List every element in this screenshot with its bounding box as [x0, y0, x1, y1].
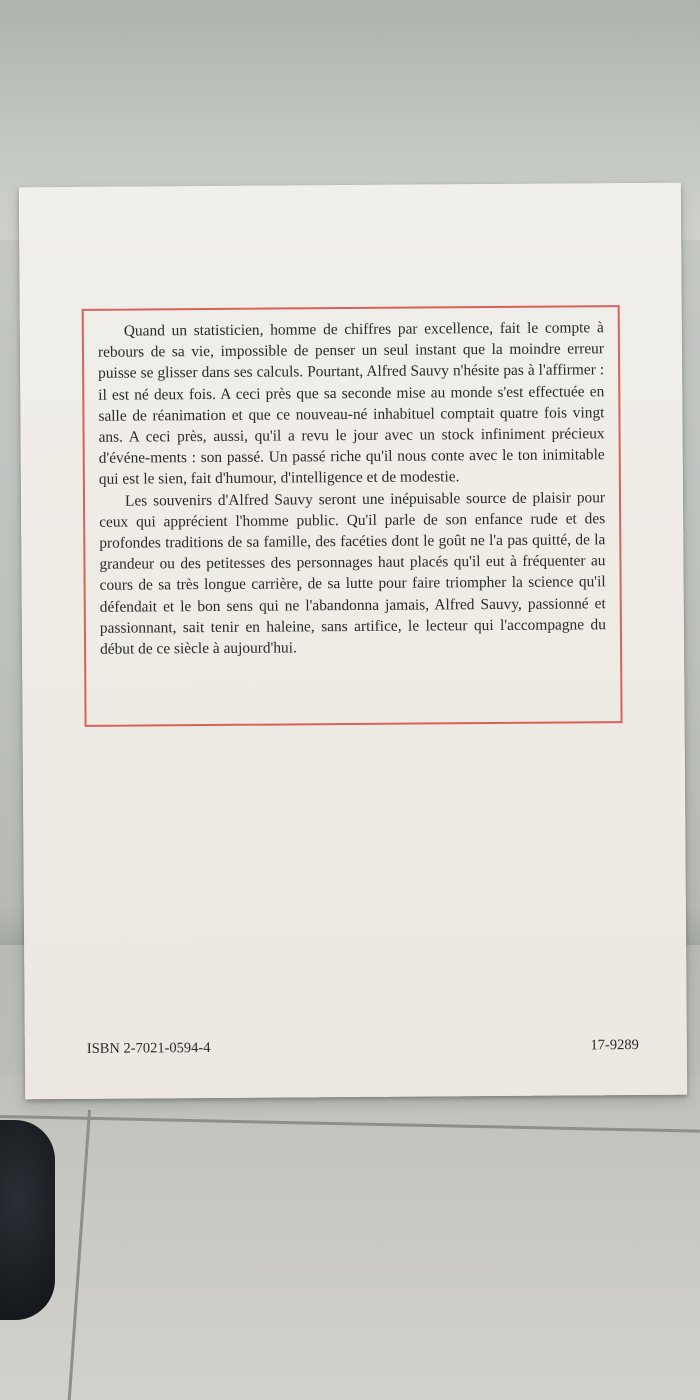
- reference-number: 17-9289: [590, 1037, 639, 1054]
- blurb-paragraph-1: Quand un statisticien, homme de chiffres par excellence, fait le compte à rebours de sa vie, impossible de penser un seul instant que la moindre erreur puisse se glisser dans ses calculs. Pourtant, Alfred Sauvy n'hésite pas à l'affirmer : il est né deux fois. A ceci près que sa seconde mise au monde s'est effectuée en salle de réanimation et que ce nouveau-né inhabituel comptait quatre fois vingt ans. A ceci près, aussi, qu'il a revu le jour avec un stock infiniment précieux d'événe-ments : son passé. Un passé riche qu'il nous conte avec le ton inimitable qui est le sien, fait d'humour, d'intelligence et de modestie.: [97, 319, 605, 489]
- isbn-number: ISBN 2-7021-0594-4: [86, 1040, 211, 1057]
- dark-object: [0, 1120, 55, 1320]
- blurb-paragraph-2: Les souvenirs d'Alfred Sauvy seront une inépuisable source de plaisir pour ceux qui apprécient l'homme public. Qu'il parle de son enfance rude et des profondes traditions de sa famille, des facéties dont le goût ne l'a pas quitté, de la grandeur ou des petitesses des personnages haut placés qu'il eut à fréquenter au cours de sa très longue carrière, de sa lutte pour faire triompher la science qu'il défendait et le bon sens qui ne l'abandonna jamais, Alfred Sauvy, passionné et passionnant, sait tenir en haleine, sans artifice, le lecteur qui l'accompagne du début de ce siècle à aujourd'hui.: [99, 488, 606, 658]
- book-back-cover: [19, 183, 687, 1100]
- blurb-frame: [82, 305, 623, 727]
